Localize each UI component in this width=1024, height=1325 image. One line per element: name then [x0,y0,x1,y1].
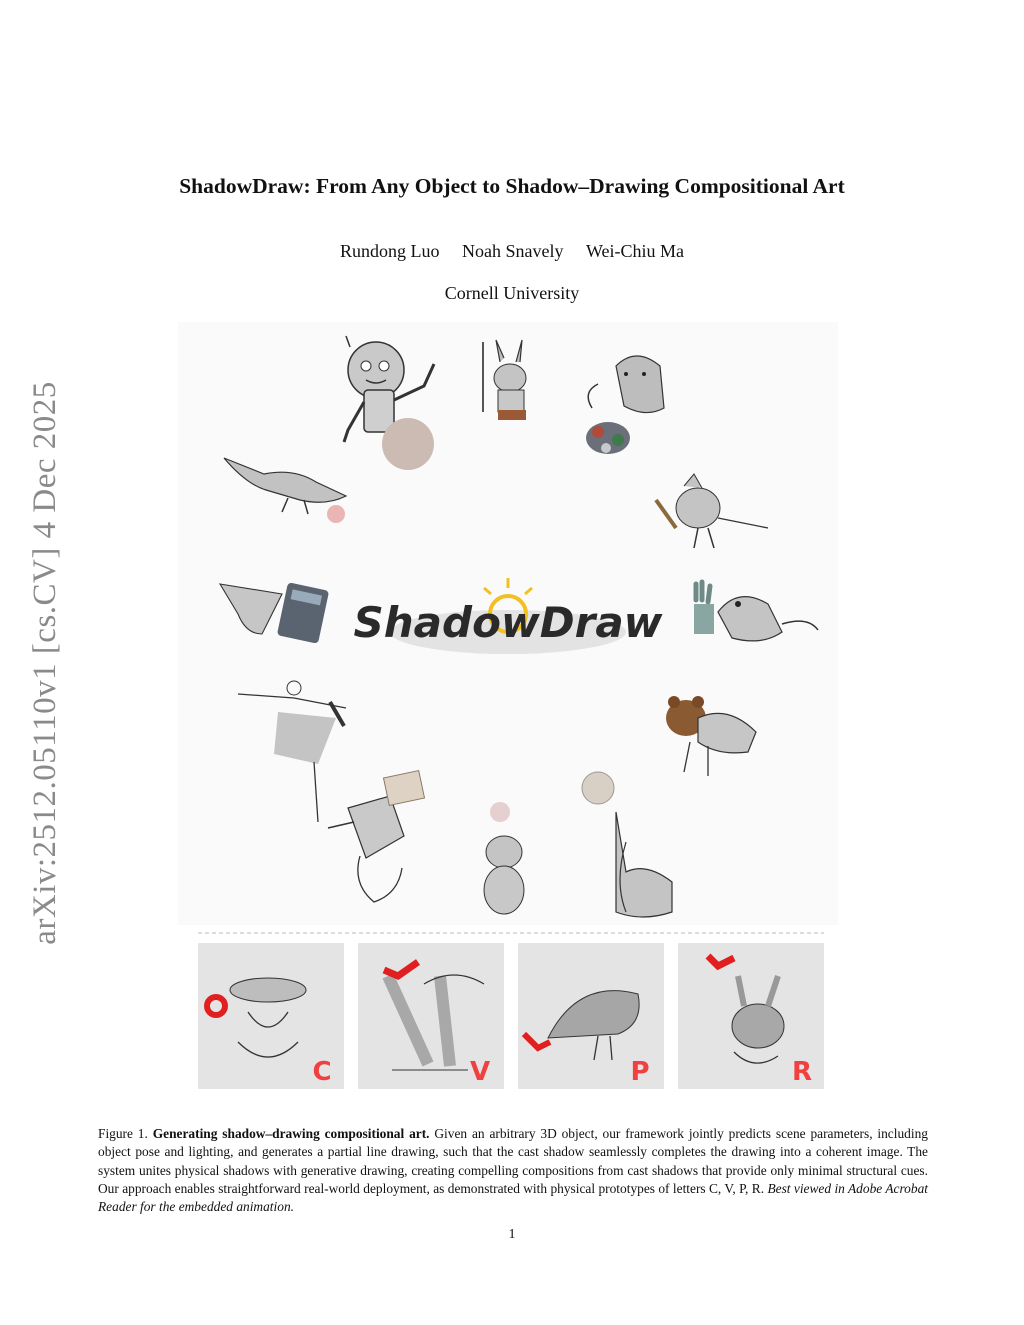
prototype-photo-c [198,943,344,1089]
figure-caption [98,1125,928,1216]
prototype-letter-c: C [312,1057,332,1087]
affiliation: Cornell University [444,283,580,303]
caption-body: Given an arbitrary 3D object, our framework jointly predicts scene parameters, including object pose and lighting, and generates a partial line drawing, such that the cast shadow seamlessly completes the drawing into a coherent image. The system unites physical shadows with generative drawing, creating compelling compositions from cast shadows that provide only minimal structural cues. Our approach enables straightforward real-world deployment, as demonstrated with physical prototypes of letters C, V, P, R. [98,1126,928,1196]
paper-title: ShadowDraw: From Any Object to Shadow–Drawing Compositional Art [179,174,845,198]
prototype-letter-v: V [469,1057,491,1087]
author-name: Wei-Chiu Ma [585,241,685,261]
prototype-photo-p [518,943,664,1089]
arxiv-stamp: arXiv:2512.05110v1 [cs.CV] 4 Dec 2025 [27,381,63,945]
author-list [0,241,1024,262]
teaser-figure [178,322,838,1092]
prototype-photo-r [678,943,824,1089]
author-name: Noah Snavely [461,241,564,261]
caption-label: Figure 1. [98,1126,148,1141]
prototype-photo-v [358,943,504,1089]
figure-illustration [178,322,838,1092]
author-name: Rundong Luo [339,241,440,261]
prototype-letter-r: R [791,1057,813,1087]
caption-bold: Generating shadow–drawing compositional art. [152,1126,430,1141]
page-number: 1 [508,1227,516,1242]
logo-text: ShadowDraw [353,598,663,647]
caption-italic: Best viewed in Adobe Acrobat Reader for the embedded animation. [98,1180,928,1215]
prototype-letter-p: P [630,1057,650,1087]
